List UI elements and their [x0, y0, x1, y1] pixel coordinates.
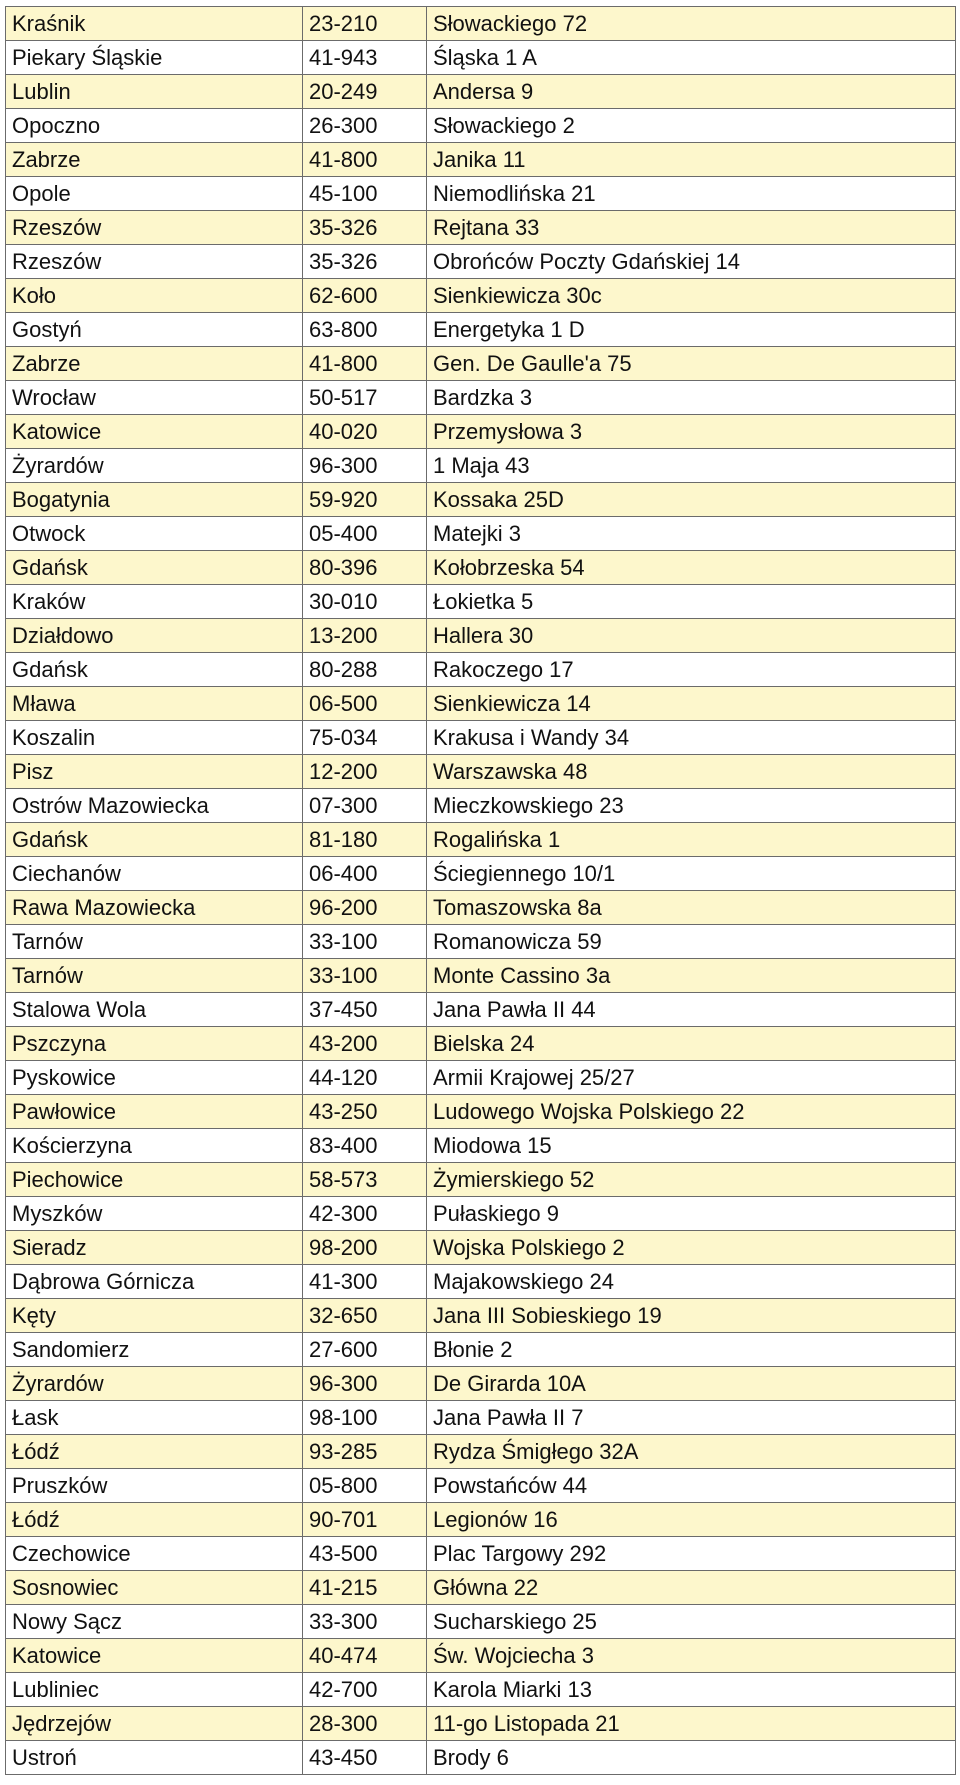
postal-code-cell: 75-034	[303, 721, 427, 755]
postal-code-cell: 27-600	[303, 1333, 427, 1367]
street-cell: Wojska Polskiego 2	[427, 1231, 956, 1265]
table-row	[6, 1163, 956, 1197]
street-cell: Mieczkowskiego 23	[427, 789, 956, 823]
table-row	[6, 1741, 956, 1775]
city-cell: Piekary Śląskie	[6, 41, 303, 75]
postal-code-cell: 96-300	[303, 1367, 427, 1401]
postal-code-cell: 63-800	[303, 313, 427, 347]
table-row	[6, 687, 956, 721]
street-cell: Błonie 2	[427, 1333, 956, 1367]
city-cell: Katowice	[6, 1639, 303, 1673]
table-row	[6, 1673, 956, 1707]
street-cell: Brody 6	[427, 1741, 956, 1775]
street-cell: Łokietka 5	[427, 585, 956, 619]
street-cell: Rydza Śmigłego 32A	[427, 1435, 956, 1469]
street-cell: Majakowskiego 24	[427, 1265, 956, 1299]
city-cell: Pyskowice	[6, 1061, 303, 1095]
street-cell: Gen. De Gaulle'a 75	[427, 347, 956, 381]
table-row	[6, 789, 956, 823]
postal-code-cell: 80-288	[303, 653, 427, 687]
table-row	[6, 143, 956, 177]
street-cell: Kołobrzeska 54	[427, 551, 956, 585]
city-cell: Nowy Sącz	[6, 1605, 303, 1639]
city-cell: Wrocław	[6, 381, 303, 415]
postal-code-cell: 06-500	[303, 687, 427, 721]
postal-code-cell: 12-200	[303, 755, 427, 789]
table-row	[6, 1333, 956, 1367]
table-row	[6, 347, 956, 381]
city-cell: Ciechanów	[6, 857, 303, 891]
table-row	[6, 1095, 956, 1129]
table-row	[6, 1639, 956, 1673]
postal-code-cell: 30-010	[303, 585, 427, 619]
postal-code-cell: 05-800	[303, 1469, 427, 1503]
city-cell: Pszczyna	[6, 1027, 303, 1061]
city-cell: Otwock	[6, 517, 303, 551]
table-row	[6, 415, 956, 449]
street-cell: Romanowicza 59	[427, 925, 956, 959]
table-row	[6, 1027, 956, 1061]
city-cell: Ostrów Mazowiecka	[6, 789, 303, 823]
street-cell: 11-go Listopada 21	[427, 1707, 956, 1741]
street-cell: Pułaskiego 9	[427, 1197, 956, 1231]
city-cell: Tarnów	[6, 959, 303, 993]
street-cell: Plac Targowy 292	[427, 1537, 956, 1571]
table-row	[6, 857, 956, 891]
city-cell: Opoczno	[6, 109, 303, 143]
street-cell: Armii Krajowej 25/27	[427, 1061, 956, 1095]
street-cell: Kossaka 25D	[427, 483, 956, 517]
city-cell: Pruszków	[6, 1469, 303, 1503]
city-cell: Mława	[6, 687, 303, 721]
street-cell: Rakoczego 17	[427, 653, 956, 687]
table-row	[6, 313, 956, 347]
table-row	[6, 721, 956, 755]
table-row	[6, 959, 956, 993]
city-cell: Zabrze	[6, 347, 303, 381]
postal-code-cell: 43-500	[303, 1537, 427, 1571]
table-row	[6, 1231, 956, 1265]
street-cell: Jana Pawła II 44	[427, 993, 956, 1027]
city-cell: Zabrze	[6, 143, 303, 177]
city-cell: Ustroń	[6, 1741, 303, 1775]
street-cell: Przemysłowa 3	[427, 415, 956, 449]
street-cell: Słowackiego 72	[427, 7, 956, 41]
address-table-body	[6, 7, 956, 1775]
street-cell: Sienkiewicza 14	[427, 687, 956, 721]
street-cell: Matejki 3	[427, 517, 956, 551]
street-cell: Monte Cassino 3a	[427, 959, 956, 993]
postal-code-cell: 45-100	[303, 177, 427, 211]
table-row	[6, 177, 956, 211]
postal-code-cell: 42-300	[303, 1197, 427, 1231]
postal-code-cell: 98-200	[303, 1231, 427, 1265]
postal-code-cell: 83-400	[303, 1129, 427, 1163]
city-cell: Kraków	[6, 585, 303, 619]
table-row	[6, 993, 956, 1027]
table-row	[6, 1435, 956, 1469]
table-row	[6, 619, 956, 653]
city-cell: Rawa Mazowiecka	[6, 891, 303, 925]
street-cell: Żymierskiego 52	[427, 1163, 956, 1197]
table-row	[6, 755, 956, 789]
postal-code-cell: 40-474	[303, 1639, 427, 1673]
postal-code-cell: 33-100	[303, 959, 427, 993]
city-cell: Łódź	[6, 1435, 303, 1469]
table-row	[6, 1707, 956, 1741]
table-row	[6, 823, 956, 857]
street-cell: Sienkiewicza 30c	[427, 279, 956, 313]
city-cell: Piechowice	[6, 1163, 303, 1197]
postal-code-cell: 58-573	[303, 1163, 427, 1197]
street-cell: Legionów 16	[427, 1503, 956, 1537]
street-cell: Jana Pawła II 7	[427, 1401, 956, 1435]
street-cell: Główna 22	[427, 1571, 956, 1605]
postal-code-cell: 20-249	[303, 75, 427, 109]
table-row	[6, 75, 956, 109]
table-row	[6, 551, 956, 585]
postal-code-cell: 80-396	[303, 551, 427, 585]
city-cell: Rzeszów	[6, 245, 303, 279]
postal-code-cell: 23-210	[303, 7, 427, 41]
street-cell: Andersa 9	[427, 75, 956, 109]
postal-code-cell: 35-326	[303, 211, 427, 245]
street-cell: Słowackiego 2	[427, 109, 956, 143]
city-cell: Żyrardów	[6, 1367, 303, 1401]
city-cell: Dąbrowa Górnicza	[6, 1265, 303, 1299]
postal-code-cell: 44-120	[303, 1061, 427, 1095]
city-cell: Lubliniec	[6, 1673, 303, 1707]
table-row	[6, 279, 956, 313]
table-row	[6, 7, 956, 41]
city-cell: Opole	[6, 177, 303, 211]
street-cell: Miodowa 15	[427, 1129, 956, 1163]
table-row	[6, 245, 956, 279]
city-cell: Łask	[6, 1401, 303, 1435]
street-cell: Warszawska 48	[427, 755, 956, 789]
postal-code-cell: 28-300	[303, 1707, 427, 1741]
street-cell: Jana III Sobieskiego 19	[427, 1299, 956, 1333]
table-row	[6, 653, 956, 687]
street-cell: Obrońców Poczty Gdańskiej 14	[427, 245, 956, 279]
city-cell: Katowice	[6, 415, 303, 449]
street-cell: Janika 11	[427, 143, 956, 177]
table-row	[6, 1367, 956, 1401]
street-cell: Ludowego Wojska Polskiego 22	[427, 1095, 956, 1129]
city-cell: Gdańsk	[6, 653, 303, 687]
city-cell: Łódź	[6, 1503, 303, 1537]
postal-code-cell: 93-285	[303, 1435, 427, 1469]
postal-code-cell: 41-800	[303, 347, 427, 381]
city-cell: Jędrzejów	[6, 1707, 303, 1741]
postal-code-cell: 43-450	[303, 1741, 427, 1775]
table-row	[6, 1571, 956, 1605]
table-row	[6, 585, 956, 619]
city-cell: Pawłowice	[6, 1095, 303, 1129]
table-row	[6, 1129, 956, 1163]
city-cell: Stalowa Wola	[6, 993, 303, 1027]
city-cell: Kościerzyna	[6, 1129, 303, 1163]
table-row	[6, 1197, 956, 1231]
postal-code-cell: 37-450	[303, 993, 427, 1027]
postal-code-cell: 41-300	[303, 1265, 427, 1299]
city-cell: Sosnowiec	[6, 1571, 303, 1605]
city-cell: Czechowice	[6, 1537, 303, 1571]
postal-code-cell: 40-020	[303, 415, 427, 449]
table-row	[6, 925, 956, 959]
postal-code-cell: 32-650	[303, 1299, 427, 1333]
postal-code-cell: 26-300	[303, 109, 427, 143]
city-cell: Koszalin	[6, 721, 303, 755]
postal-code-cell: 96-300	[303, 449, 427, 483]
street-cell: Karola Miarki 13	[427, 1673, 956, 1707]
postal-code-cell: 96-200	[303, 891, 427, 925]
city-cell: Działdowo	[6, 619, 303, 653]
street-cell: Hallera 30	[427, 619, 956, 653]
city-cell: Żyrardów	[6, 449, 303, 483]
postal-code-cell: 33-300	[303, 1605, 427, 1639]
street-cell: 1 Maja 43	[427, 449, 956, 483]
city-cell: Rzeszów	[6, 211, 303, 245]
city-cell: Tarnów	[6, 925, 303, 959]
city-cell: Bogatynia	[6, 483, 303, 517]
table-row	[6, 1299, 956, 1333]
table-row	[6, 211, 956, 245]
city-cell: Koło	[6, 279, 303, 313]
postal-code-cell: 06-400	[303, 857, 427, 891]
table-row	[6, 1061, 956, 1095]
postal-code-cell: 13-200	[303, 619, 427, 653]
street-cell: Św. Wojciecha 3	[427, 1639, 956, 1673]
table-row	[6, 1503, 956, 1537]
city-cell: Pisz	[6, 755, 303, 789]
postal-code-cell: 50-517	[303, 381, 427, 415]
postal-code-cell: 62-600	[303, 279, 427, 313]
table-row	[6, 1605, 956, 1639]
street-cell: Sucharskiego 25	[427, 1605, 956, 1639]
street-cell: Rogalińska 1	[427, 823, 956, 857]
postal-code-cell: 43-250	[303, 1095, 427, 1129]
table-row	[6, 517, 956, 551]
table-row	[6, 1537, 956, 1571]
street-cell: Śląska 1 A	[427, 41, 956, 75]
table-row	[6, 1265, 956, 1299]
street-cell: Krakusa i Wandy 34	[427, 721, 956, 755]
city-cell: Myszków	[6, 1197, 303, 1231]
city-cell: Kraśnik	[6, 7, 303, 41]
city-cell: Sieradz	[6, 1231, 303, 1265]
street-cell: Ściegiennego 10/1	[427, 857, 956, 891]
postal-code-cell: 41-800	[303, 143, 427, 177]
city-cell: Gdańsk	[6, 823, 303, 857]
postal-code-cell: 35-326	[303, 245, 427, 279]
street-cell: Tomaszowska 8a	[427, 891, 956, 925]
postal-code-cell: 42-700	[303, 1673, 427, 1707]
postal-code-cell: 98-100	[303, 1401, 427, 1435]
street-cell: De Girarda 10A	[427, 1367, 956, 1401]
street-cell: Rejtana 33	[427, 211, 956, 245]
postal-code-cell: 33-100	[303, 925, 427, 959]
table-row	[6, 109, 956, 143]
postal-code-cell: 41-943	[303, 41, 427, 75]
postal-code-cell: 90-701	[303, 1503, 427, 1537]
city-cell: Sandomierz	[6, 1333, 303, 1367]
city-cell: Kęty	[6, 1299, 303, 1333]
table-row	[6, 41, 956, 75]
postal-code-cell: 41-215	[303, 1571, 427, 1605]
table-row	[6, 1469, 956, 1503]
postal-code-cell: 07-300	[303, 789, 427, 823]
city-cell: Gdańsk	[6, 551, 303, 585]
table-row	[6, 483, 956, 517]
street-cell: Niemodlińska 21	[427, 177, 956, 211]
postal-code-cell: 59-920	[303, 483, 427, 517]
postal-code-cell: 43-200	[303, 1027, 427, 1061]
street-cell: Energetyka 1 D	[427, 313, 956, 347]
postal-code-cell: 05-400	[303, 517, 427, 551]
postal-code-cell: 81-180	[303, 823, 427, 857]
table-row	[6, 1401, 956, 1435]
street-cell: Powstańców 44	[427, 1469, 956, 1503]
table-row	[6, 381, 956, 415]
street-cell: Bardzka 3	[427, 381, 956, 415]
address-table	[5, 6, 956, 1775]
city-cell: Gostyń	[6, 313, 303, 347]
city-cell: Lublin	[6, 75, 303, 109]
table-row	[6, 891, 956, 925]
street-cell: Bielska 24	[427, 1027, 956, 1061]
table-row	[6, 449, 956, 483]
